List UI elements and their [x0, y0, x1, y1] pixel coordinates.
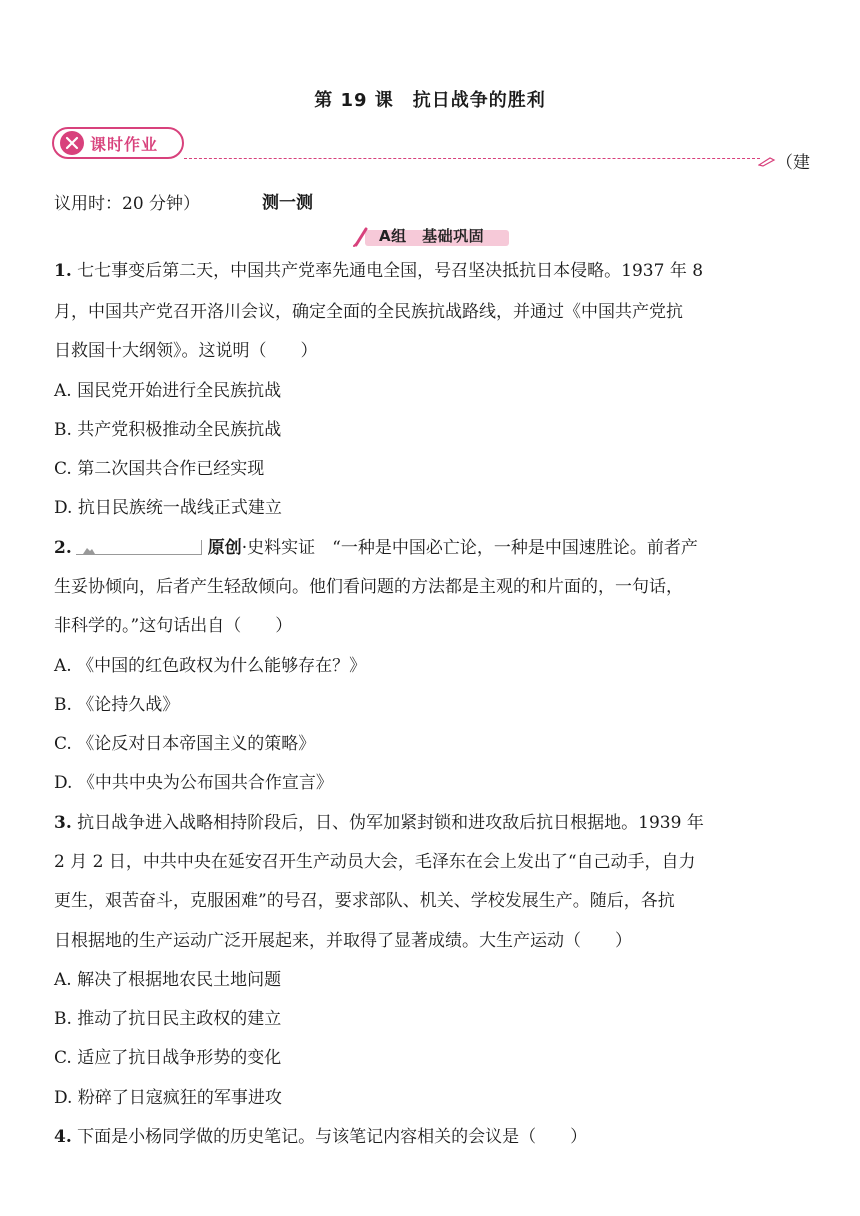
question-2-line-1: 2. 原创·史料实证 “一种是中国必亡论，一种是中国速胜论。前者产 [54, 536, 698, 560]
question-3-line-1: 3. 抗日战争进入战略相持阶段后，日、伪军加紧封锁和进攻敌后抗日根据地。1939 年 [54, 813, 704, 833]
question-1-line-3: 日救国十大纲领》。这说明（ ） [54, 341, 318, 361]
homework-badge [52, 127, 184, 159]
answer-blank [76, 536, 202, 555]
question-1-line-1: 1. 七七事变后第二天，中国共产党率先通电全国，号召坚决抵抗日本侵略。1937 年 8 [54, 261, 704, 281]
question-2-number: 2. [54, 538, 72, 558]
question-2-option-a: A. 《中国的红色政权为什么能够存在？》 [54, 656, 367, 676]
section-test-label: 测一测 [262, 193, 313, 213]
question-2-option-b: B. 《论持久战》 [54, 695, 180, 715]
time-note-start: （建 [776, 153, 810, 173]
group-a-label: A组 基础巩固 [379, 227, 485, 245]
header-divider [184, 158, 760, 159]
question-1-option-b: B. 共产党积极推动全民族抗战 [54, 420, 282, 440]
question-3-line-3: 更生，艰苦奋斗，克服困难”的号召，要求部队、机关、学校发展生产。随后，各抗 [54, 891, 675, 911]
source-tag: ·史料实证 [241, 538, 316, 558]
question-1-line-2: 月，中国共产党召开洛川会议，确定全面的全民族抗战路线，并通过《中国共产党抗 [54, 302, 683, 322]
homework-label: 课时作业 [90, 134, 159, 154]
lesson-title: 第 19 课 抗日战争的胜利 [314, 90, 546, 111]
question-1-option-c: C. 第二次国共合作已经实现 [54, 459, 265, 479]
question-3-line-2: 2 月 2 日，中共中央在延安召开生产动员大会，毛泽东在会上发出了“自己动手，自力 [54, 852, 696, 872]
pen-icon [758, 152, 776, 171]
pencil-ruler-icon [60, 131, 84, 155]
question-3-option-b: B. 推动了抗日民主政权的建立 [54, 1009, 282, 1029]
mountain-icon [82, 538, 96, 562]
question-2-option-d: D. 《中共中央为公布国共合作宣言》 [54, 773, 333, 793]
question-1-option-a: A. 国民党开始进行全民族抗战 [54, 381, 282, 401]
question-4-line-1: 4. 下面是小杨同学做的历史笔记。与该笔记内容相关的会议是（ ） [54, 1127, 588, 1147]
question-2-option-c: C. 《论反对日本帝国主义的策略》 [54, 734, 316, 754]
question-1-number: 1. [54, 261, 72, 281]
time-note-end: 议用时：20 分钟） [54, 194, 201, 214]
question-2-line-3: 非科学的。”这句话出自（ ） [54, 616, 293, 636]
question-3-option-c: C. 适应了抗日战争形势的变化 [54, 1048, 282, 1068]
brush-icon [351, 225, 373, 251]
question-3-line-4: 日根据地的生产运动广泛开展起来，并取得了显著成绩。大生产运动（ ） [54, 931, 632, 951]
question-3-option-d: D. 粉碎了日寇疯狂的军事进攻 [54, 1088, 282, 1108]
question-3-option-a: A. 解决了根据地农民土地问题 [54, 970, 282, 990]
original-tag: 原创 [207, 538, 242, 558]
question-3-number: 3. [54, 813, 72, 833]
group-a-banner [351, 225, 509, 247]
question-4-number: 4. [54, 1127, 72, 1147]
question-2-line-2: 生妥协倾向，后者产生轻敌倾向。他们看问题的方法都是主观的和片面的，一句话， [54, 577, 683, 597]
question-1-option-d: D. 抗日民族统一战线正式建立 [54, 498, 282, 518]
